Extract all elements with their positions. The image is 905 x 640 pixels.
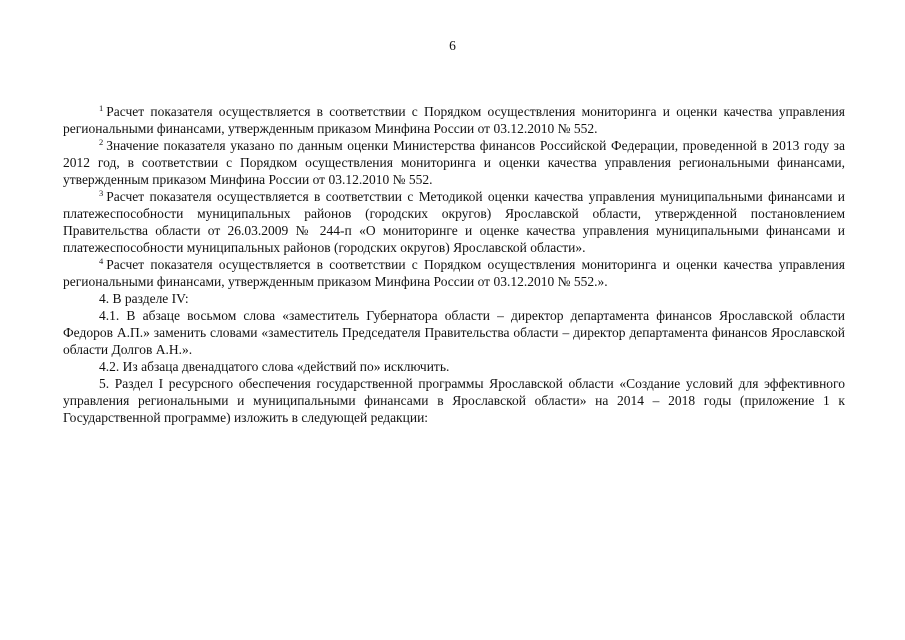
amendment-paragraph: 4.2. Из абзаца двенадцатого слова «действий по» исключить. [99,359,450,374]
footnote-marker: 1 [99,103,104,113]
footnote-text: Расчет показателя осуществляется в соответствии с Порядком осуществления мониторинга и оценки качества управления региональными финансами, утвержденным приказом Минфина России от 03.12.2010 № 552. [63,104,845,136]
footnote-marker: 2 [99,137,104,147]
footnote-3 [63,188,845,256]
footnote-4 [63,256,845,290]
footnote-2 [63,137,845,188]
amendment-paragraph: 5. Раздел I ресурсного обеспечения государственной программы Ярославской области «Создание условий для эффективного управления региональными и муниципальными финансами в Ярославской области» на 2014 – 2018 годы (приложение 1 к Государственной программе) изложить в следующей редакции: [63,376,845,425]
footnote-marker: 3 [99,188,104,198]
footnote-text: Значение показателя указано по данным оценки Министерства финансов Российской Федерации, проведенной в 2013 году за 2012 год, в соответствии с Порядком осуществления мониторинга и оценки качества управления региональными финансами, утвержденным приказом Минфина России от 03.12.2010 № 552. [63,138,845,187]
page-number: 6 [449,38,456,53]
footnote-marker: 4 [99,256,104,266]
section-heading-item: 4. В разделе IV: [99,291,189,306]
footnote-text: Расчет показателя осуществляется в соответствии с Порядком осуществления мониторинга и оценки качества управления региональными финансами, утвержденным приказом Минфина России от 03.12.2010 № 552.». [63,257,845,289]
document-body [63,103,845,426]
footnote-text: Расчет показателя осуществляется в соответствии с Методикой оценки качества управления муниципальными финансами и платежеспособности муниципальных районов (городских округов) Ярославской области, утвержденной постановлением Правительства области от 26.03.2009 № 244-п «О мониторинге и оценке качества управления муниципальными финансами и платежеспособности муниципальных районов (городских округов) Ярославской области». [63,189,845,255]
amendment-paragraph: 4.1. В абзаце восьмом слова «заместитель Губернатора области – директор департамента финансов Ярославской области Федоров А.П.» заменить словами «заместитель Председателя Правительства области – директор департамента финансов Ярославской области Долгов А.Н.». [63,308,845,357]
footnote-1 [63,103,845,137]
